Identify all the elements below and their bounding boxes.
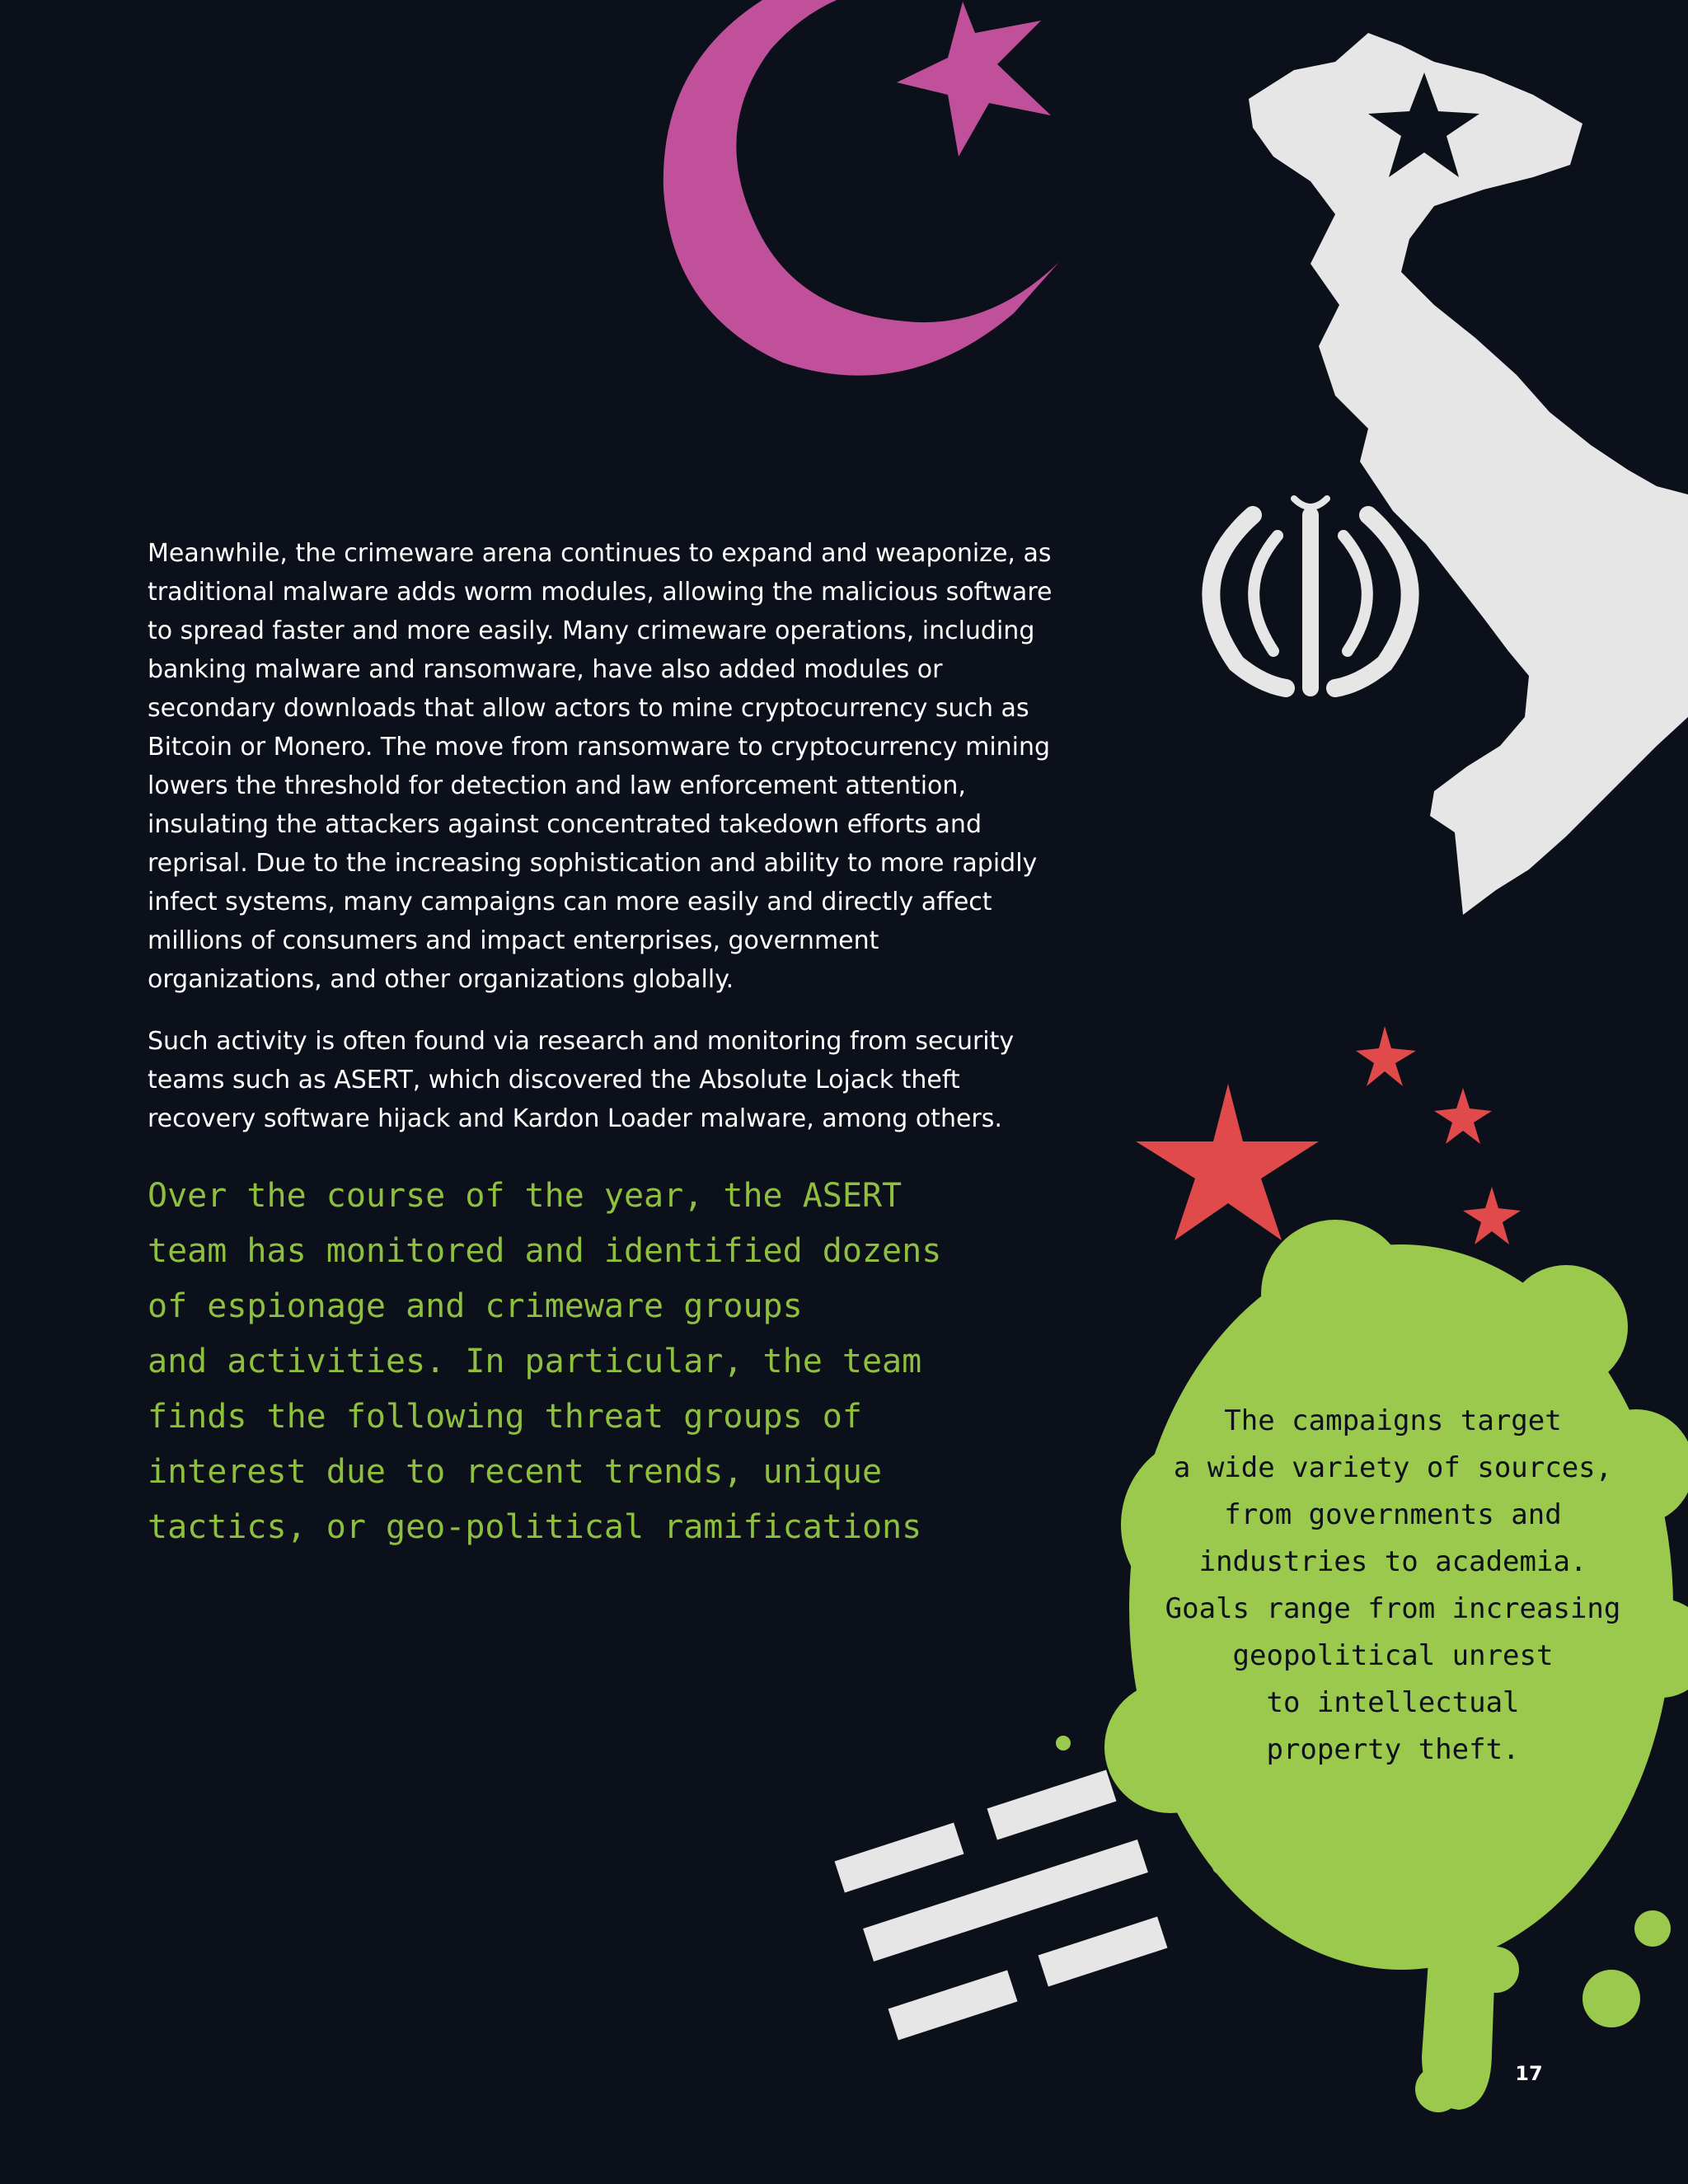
crescent-star-icon — [663, 0, 1059, 376]
vietnam-map-icon — [1249, 33, 1688, 915]
article-body — [148, 534, 1054, 1161]
paragraph: Such activity is often found via research and monitoring from security teams such as ASERT, which discovered the Absolute Lojack theft recovery software hijack and Kardon Loader malware, among others. — [148, 1027, 1015, 1133]
page-number: 17 — [1515, 2062, 1543, 2085]
paragraph: Meanwhile, the crimeware arena continues to expand and weaponize, as traditional malware adds worm modules, allowing the malicious software to spread faster and more easily. Many crimeware operations, including banking malware and ransomware, have also added modules or secondary downloads that allow actors to mine cryptocurrency such as Bitcoin or Monero. The move from ransomware to cryptocurrency mining lowers the threshold for detection and law enforcement attention, insulating the attackers against concentrated takedown efforts and reprisal. Due to the increasing sophistication and ability to more rapidly infect systems, many campaigns can more easily and directly affect millions of consumers and impact enterprises, government organizations, and other organizations globally. — [148, 539, 1053, 994]
iran-emblem-icon — [1211, 499, 1409, 688]
pull-quote: Over the course of the year, the ASERT team has monitored and identified dozens of espionage and crimeware groups and activities. In particular, the team finds the following threat groups of interest due to recent trends, unique tactics, or geo-political ramifications — [148, 1177, 942, 1546]
callout-text: The campaigns target a wide variety of sources, from governments and industries to academia. Goals range from increasing geopolitical unrest to intellectual property theft. — [1165, 1404, 1621, 1766]
white-brush-strokes — [835, 1769, 1168, 2040]
